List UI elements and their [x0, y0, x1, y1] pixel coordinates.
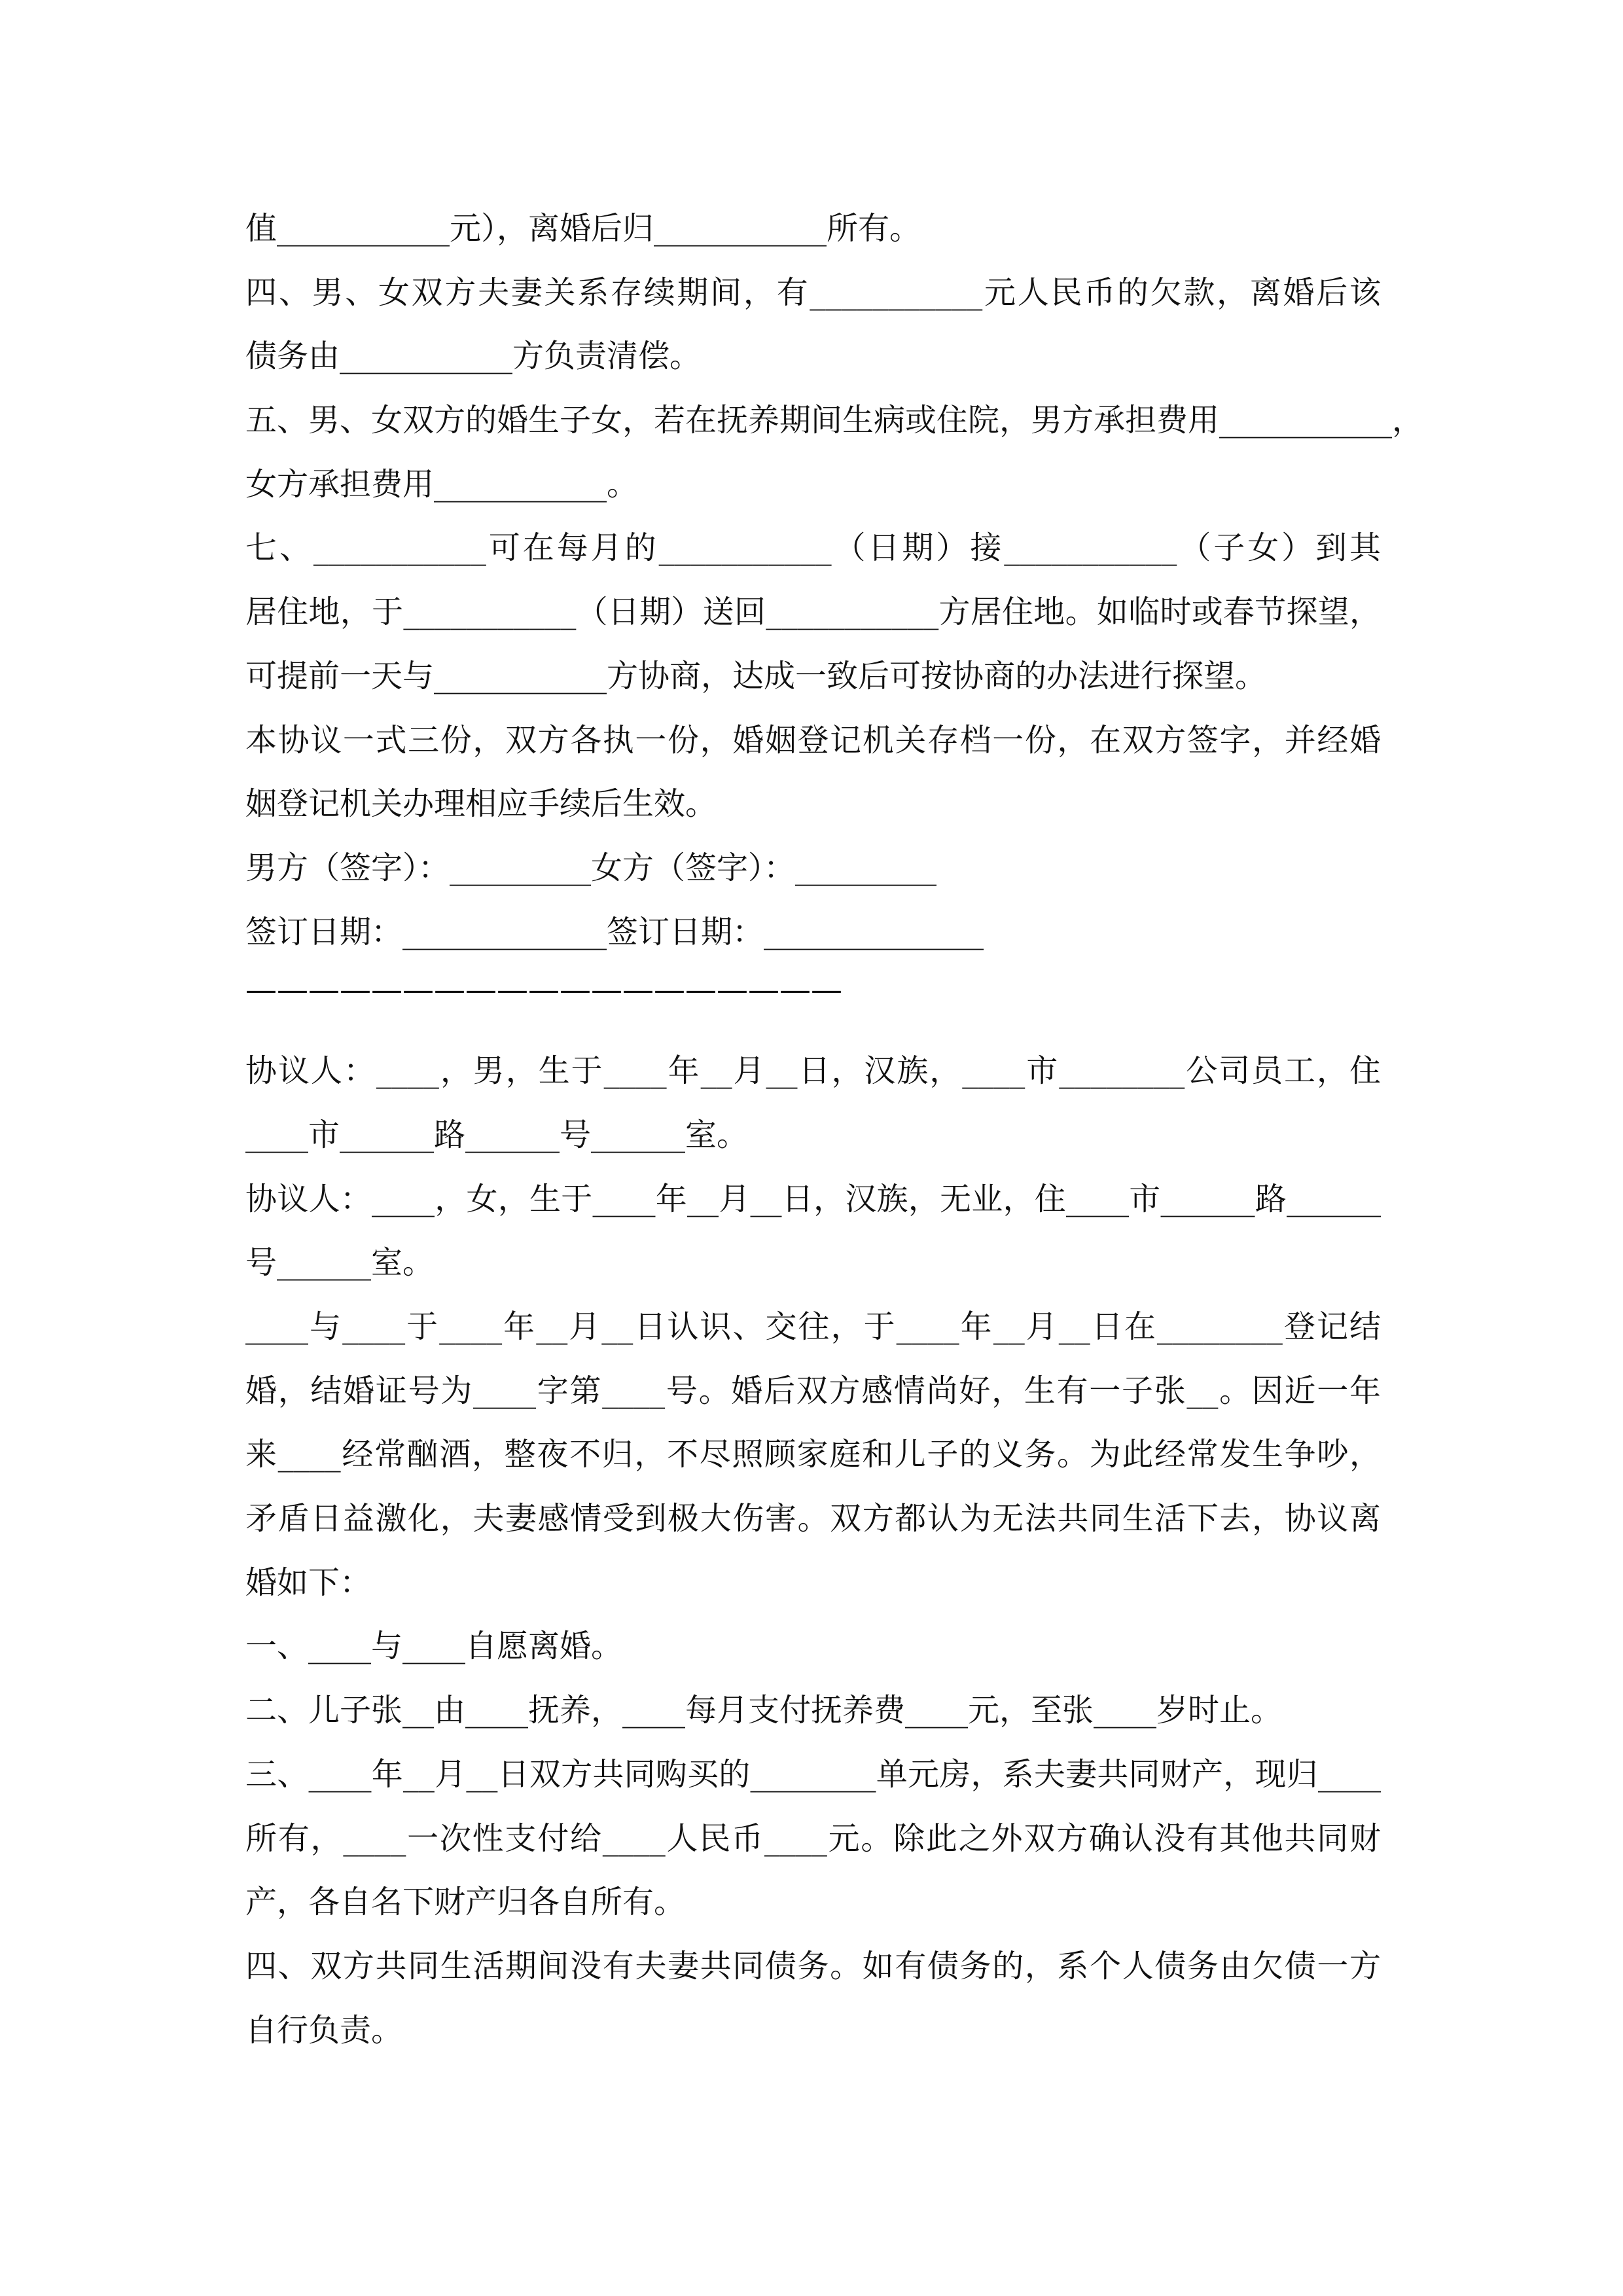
- text-line: 号______室。: [245, 1244, 435, 1282]
- text-line: 一、____与____自愿离婚。: [245, 1628, 623, 1665]
- text-line: 可提前一天与___________方协商，达成一致后可按协商的办法进行探望。: [245, 657, 1267, 694]
- text-line: 自行负责。: [245, 2011, 403, 2049]
- text-line: 婚如下：: [245, 1564, 372, 1601]
- text-line: 债务由___________方负责清偿。: [245, 338, 702, 375]
- text-line: 所有，____一次性支付给____人民币____元。除此之外双方确认没有其他共同财: [245, 1820, 1381, 1857]
- document-body: [245, 197, 1424, 2062]
- text-line: 四、双方共同生活期间没有夫妻共同债务。如有债务的，系个人债务由欠债一方: [245, 1947, 1381, 1984]
- text-line: 女方承担费用___________。: [245, 465, 639, 503]
- text-line: 婚，结婚证号为____字第____号。婚后双方感情尚好，生有一子张__。因近一年: [245, 1372, 1381, 1409]
- text-line: 三、____年__月__日双方共同购买的________单元房，系夫妻共同财产，现归____: [245, 1755, 1381, 1793]
- text-line: 姻登记机关办理相应手续后生效。: [245, 785, 717, 823]
- text-line: ____与____于____年__月__日认识、交往，于____年__月__日在________登记结: [245, 1308, 1381, 1345]
- text-line: 男方（签字）：_________女方（签字）：_________: [245, 849, 937, 886]
- text-line: 七、___________可在每月的___________（日期）接___________（子女）到其: [245, 529, 1381, 567]
- text-line: 签订日期：_____________签订日期：______________: [245, 913, 984, 950]
- text-line: 协议人：____，女，生于____年__月__日，汉族，无业，住____市______路______: [245, 1180, 1381, 1217]
- text-line: 矛盾日益激化，夫妻感情受到极大伤害。双方都认为无法共同生活下去，协议离: [245, 1500, 1381, 1537]
- text-line: 四、男、女双方夫妻关系存续期间，有___________元人民币的欠款，离婚后该: [245, 274, 1381, 311]
- section-separator: ———————————————————: [245, 971, 842, 1009]
- text-line: 产，各自名下财产归各自所有。: [245, 1884, 686, 1921]
- text-line: ____市______路______号______室。: [245, 1116, 749, 1153]
- text-line: 值___________元），离婚后归___________所有。: [245, 210, 921, 247]
- text-line: 五、男、女双方的婚生子女，若在抚养期间生病或住院，男方承担费用___________，: [245, 402, 1424, 439]
- text-line: 居住地，于___________（日期）送回___________方居住地。如临时或春节探望，: [245, 594, 1381, 631]
- text-line: 本协议一式三份，双方各执一份，婚姻登记机关存档一份，在双方签字，并经婚: [245, 721, 1381, 759]
- text-line: 二、儿子张__由____抚养，____每月支付抚养费____元，至张____岁时止。: [245, 1692, 1283, 1729]
- text-line: 来____经常酗酒，整夜不归，不尽照顾家庭和儿子的义务。为此经常发生争吵，: [245, 1436, 1381, 1473]
- text-line: 协议人：____，男，生于____年__月__日，汉族，____市________公司员工，住: [245, 1052, 1381, 1090]
